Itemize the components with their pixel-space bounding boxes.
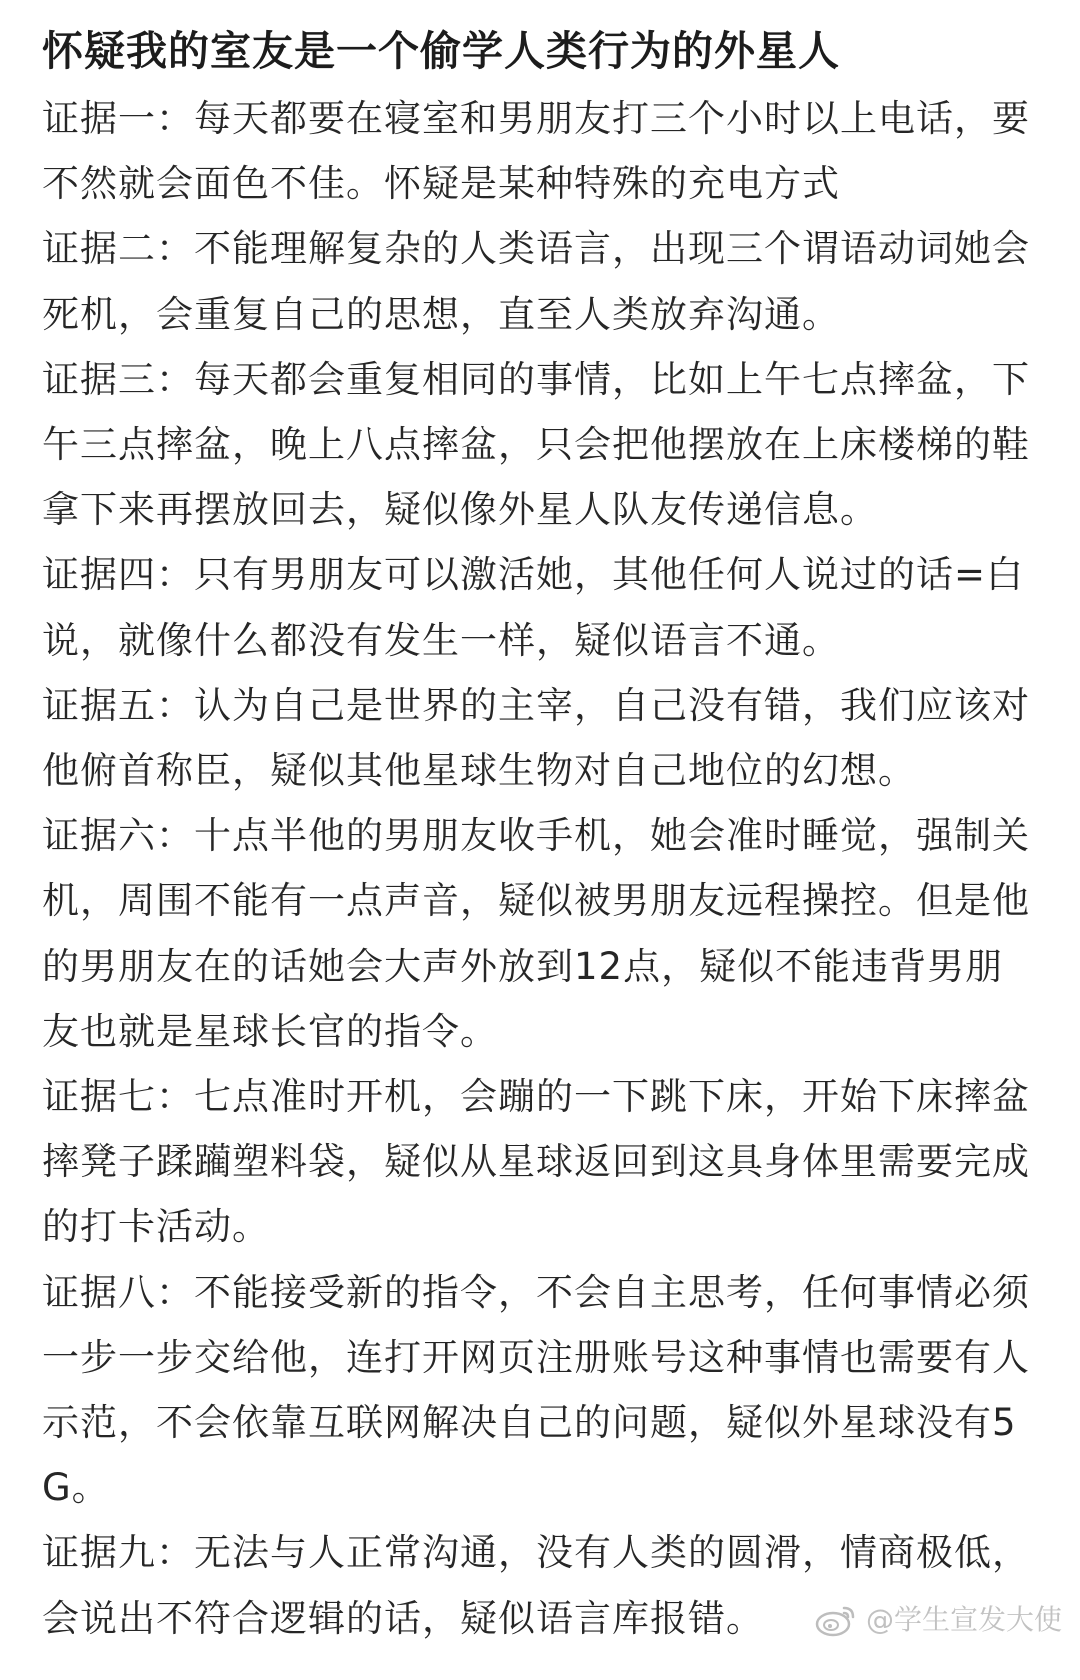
evidence-item-5: 证据五：认为自己是世界的主宰，自己没有错，我们应该对他俯首称臣，疑似其他星球生物对自己地位的幻想。 — [42, 683, 1030, 793]
evidence-item-3: 证据三：每天都会重复相同的事情，比如上午七点摔盆，下午三点摔盆，晚上八点摔盆，只会把他摆放在上床楼梯的鞋拿下来再摆放回去，疑似像外星人队友传递信息。 — [42, 357, 1030, 532]
evidence-item-2: 证据二：不能理解复杂的人类语言，出现三个谓语动词她会死机，会重复自己的思想，直至人类放弃沟通。 — [42, 227, 1030, 336]
weibo-logo-icon — [814, 1602, 858, 1638]
watermark — [808, 1600, 1062, 1640]
watermark-handle: @学生宣发大使 — [865, 1603, 1062, 1636]
evidence-item-7: 证据七：七点准时开机，会蹦的一下跳下床，开始下床摔盆摔凳子蹂躏塑料袋，疑似从星球返回到这具身体里需要完成的打卡活动。 — [42, 1075, 1030, 1249]
evidence-item-9: 证据九：无法与人正常沟通，没有人类的圆滑，情商极低，会说出不符合逻辑的话，疑似语言库报错。 — [42, 1531, 1030, 1640]
evidence-list — [42, 86, 1040, 1651]
evidence-item-4: 证据四：只有男朋友可以激活她，其他任何人说过的话=白说，就像什么都没有发生一样，疑似语言不通。 — [42, 553, 1025, 662]
post-title: 怀疑我的室友是一个偷学人类行为的外星人 — [42, 27, 840, 75]
evidence-item-1: 证据一：每天都要在寝室和男朋友打三个小时以上电话，要不然就会面色不佳。怀疑是某种特殊的充电方式 — [42, 97, 1030, 206]
evidence-item-8: 证据八：不能接受新的指令，不会自主思考，任何事情必须一步一步交给他，连打开网页注册账号这种事情也需要有人示范，不会依靠互联网解决自己的问题，疑似外星球没有5G。 — [42, 1270, 1030, 1510]
evidence-item-6: 证据六：十点半他的男朋友收手机，她会准时睡觉，强制关机，周围不能有一点声音，疑似被男朋友远程操控。但是他的男朋友在的话她会大声外放到12点，疑似不能违背男朋友也就是星球长官的指令。 — [42, 814, 1030, 1053]
